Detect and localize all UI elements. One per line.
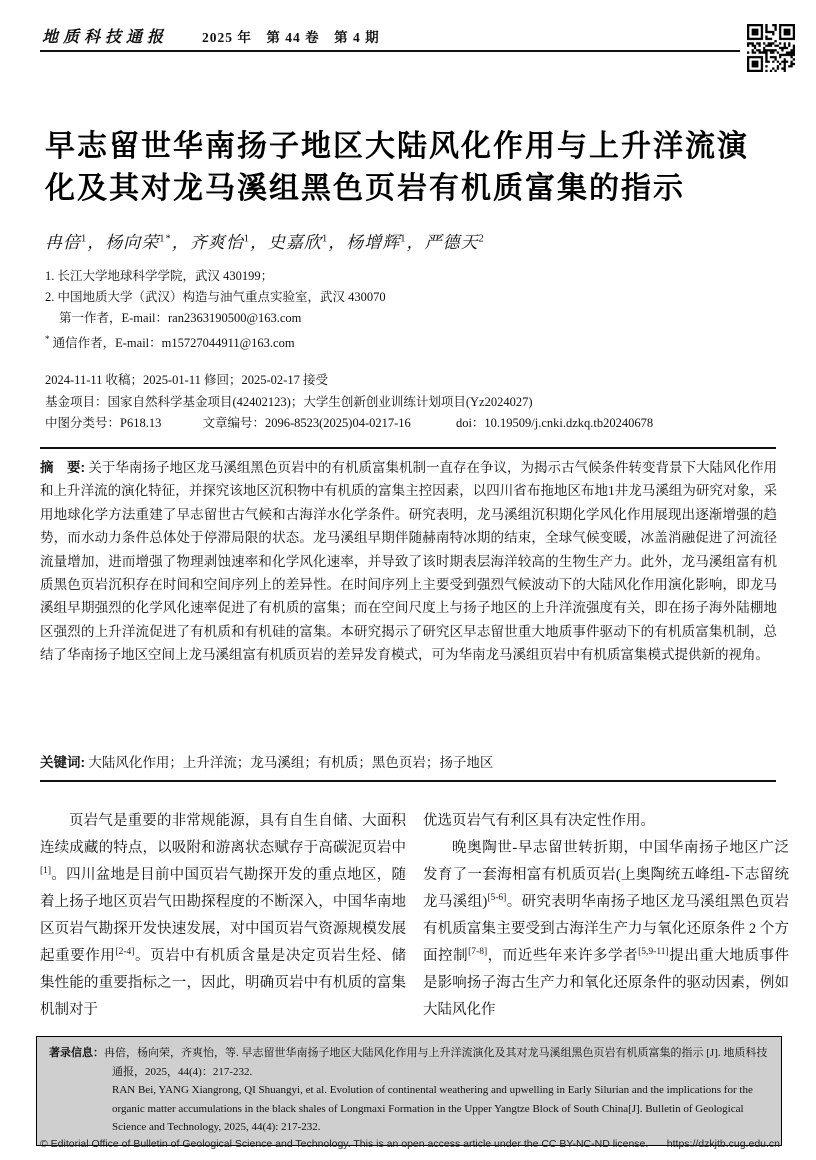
clc-value: P618.13 <box>120 416 162 430</box>
author: ，严德天 <box>406 233 479 252</box>
body-text-segment: 页岩气是重要的非常规能源，具有自生自储、大面积连续成藏的特点，以吸附和游离状态赋存于高碳泥页岩中 <box>40 813 406 856</box>
citation-ref: [5-6] <box>487 893 507 904</box>
author: ，史嘉欣 <box>250 233 322 252</box>
keywords-text: 大陆风化作用；上升洋流；龙马溪组；有机质；黑色页岩；扬子地区 <box>88 755 494 770</box>
body-paragraph <box>40 808 406 1024</box>
author-affil-mark: 2 <box>478 233 485 245</box>
article-title-line2: 化及其对龙马溪组黑色页岩有机质富集的指示 <box>45 172 685 205</box>
journal-url-link[interactable]: https://dzkjtb.cug.edu.cn <box>666 1138 780 1150</box>
citation-label: 著录信息： <box>49 1047 104 1059</box>
keywords-line <box>40 751 777 771</box>
author-affil-mark: 1 <box>243 233 250 245</box>
author-affil-mark: 1 <box>81 233 88 245</box>
body-text <box>40 808 790 1024</box>
body-text-segment: 提出重大地质事件是影响扬子海古生产力和氧化还原条件的驱动因素，例如大陆风化作 <box>423 948 790 1018</box>
author: 冉倍 <box>45 233 81 252</box>
abstract-text: 关于华南扬子地区龙马溪组黑色页岩中的有机质富集机制一直存在争议，为揭示古气候条件转变背景下大陆风化作用和上升洋流的演化特征，并探究该地区沉积物中有机质的富集主控因素，以四川省布拖地区布地1井龙马溪组为研究对象，采用地球化学方法重建了早志留世古气候和古海洋水化学条件。研究表明，龙马溪组沉积期化学风化作用展现出逐渐增强的趋势，而水动力条件总体处于停滞局限的状态。龙马溪组早期伴随赫南特冰期的结束，全球气候变暖，冰盖消融促进了河流径流量增加，进而增强了物理剥蚀速率和化学风化速率，并导致了该时期表层海洋较高的生物生产力。此外，龙马溪组富有机质黑色页岩沉积存在时间和空间序列上的差异性。在时间序列上主要受到强烈气候波动下的大陆风化作用演化影响，即龙马溪组早期强烈的化学风化速率促进了有机质的富集；而在空间尺度上与扬子地区的上升洋流强度有关，即在扬子海外陆棚地区强烈的上升洋流促进了有机质和有机硅的富集。本研究揭示了研究区早志留世重大地质事件驱动下的有机质富集机制，总结了华南扬子地区空间上龙马溪组富有机质页岩的差异发育模式，可为华南龙马溪组页岩中有机质富集模式提供新的视角。 <box>40 460 778 663</box>
citation-ref: [5,9-11] <box>638 947 669 958</box>
citation-ref: [1] <box>40 866 52 877</box>
corresponding-author-email <box>45 329 386 354</box>
author-list <box>45 228 485 253</box>
copyright-notice: © Editorial Office of Bulletin of Geological Science and Technology. This is an open access article under the CC BY-NC-ND license. <box>40 1138 649 1150</box>
citation-english: RAN Bei, YANG Xiangrong, QI Shuangyi, et al. Evolution of continental weathering and upwelling in Early Silurian and the implications for the organic matter accumulations in the black shales of Longmaxi Formation in the Upper Yangtze Block of South China[J]. Bulletin of Geological Science and Technology, 2025, 44(4): 217-232. <box>112 1084 753 1133</box>
body-paragraph <box>423 835 789 1024</box>
article-number-value: 2096-8523(2025)04-0217-16 <box>264 416 411 430</box>
first-author-email: 第一作者，E-mail：ran2363190500@163.com <box>59 311 302 325</box>
affiliations <box>45 266 386 354</box>
body-text-segment: ，而近些年来许多学者 <box>487 948 639 964</box>
author: ，杨向荣 <box>87 233 160 252</box>
funding-text: 国家自然科学基金项目(42402123)；大学生创新创业训练计划项目(Yz2024027) <box>107 394 533 409</box>
citation-info-box <box>36 1036 782 1146</box>
citation-chinese-text: 冉倍，杨向荣，齐爽怡，等. 早志留世华南扬子地区大陆风化作用与上升洋流演化及其对龙马溪组黑色页岩有机质富集的指示 [J]. 地质科技通报，2025，44(4)：217-232. <box>104 1047 768 1078</box>
abstract-label: 摘 要: <box>40 460 86 475</box>
citation-ref: [7-8] <box>468 947 488 958</box>
issue-info: 2025 年 第 44 卷 第 4 期 <box>202 30 380 45</box>
page-footer <box>40 1138 780 1150</box>
corresponding-star: * <box>45 334 50 344</box>
qr-code-icon <box>747 24 795 72</box>
header-divider <box>40 50 740 52</box>
article-number-label: 文章编号： <box>202 416 265 430</box>
article-title <box>45 126 781 210</box>
body-text-segment: 。研究表明华南扬子地区龙马溪组黑色页岩有机质富集主要受到古海洋生产力与氧化还原条件 2 个方面控制 <box>423 894 789 964</box>
author-affil-mark: 1 <box>322 233 329 245</box>
author-affil-mark: 1 <box>400 233 407 245</box>
clc-label: 中图分类号： <box>45 416 121 430</box>
body-text-segment: 晚奥陶世-早志留世转折期，中国华南扬子地区广泛发育了一套海相富有机质页岩(上奥陶统五峰组-下志留统龙马溪组) <box>423 840 789 910</box>
doi: doi：10.19509/j.cnki.dzkq.tb20240678 <box>455 416 654 430</box>
affiliation-1: 1. 长江大学地球科学学院，武汉 430199； <box>45 269 274 283</box>
left-column <box>40 808 406 1024</box>
keywords-label: 关键词: <box>40 755 85 770</box>
body-text-segment: 。页岩中有机质含量是决定页岩生烃、储集性能的重要指标之一，因此，明确页岩中有机质的富集机制对于 <box>40 948 407 1018</box>
author: ，杨增辉 <box>328 233 401 252</box>
citation-ref: [2-4] <box>115 947 135 958</box>
funding-line <box>45 392 785 414</box>
journal-name: 地质科技通报 <box>42 29 169 46</box>
citation-chinese <box>49 1044 769 1081</box>
right-column <box>423 808 789 1024</box>
abstract-top-divider <box>40 447 776 449</box>
abstract-bottom-divider <box>40 780 776 782</box>
affiliation-2: 2. 中国地质大学（武汉）构造与油气重点实验室，武汉 430070 <box>45 290 386 304</box>
corresponding-author-text: 通信作者，E-mail：m15727044911@163.com <box>52 336 295 351</box>
classification-line <box>45 413 785 435</box>
article-title-line1: 早志留世华南扬子地区大陆风化作用与上升洋流演 <box>45 130 749 163</box>
abstract <box>40 456 777 667</box>
author-affil-mark: 1* <box>159 233 172 245</box>
body-text-segment: 。四川盆地是目前中国页岩气勘探开发的重点地区，随着上扬子地区页岩气田勘探程度的不断深入，中国华南地区页岩气勘探开发快速发展，对中国页岩气资源规模发展起重要作用 <box>40 867 406 964</box>
author: ，齐爽怡 <box>171 233 244 252</box>
funding-label: 基金项目： <box>45 394 108 409</box>
article-meta <box>45 370 785 435</box>
article-number <box>202 413 410 435</box>
body-paragraph: 优选页岩气有利区具有决定性作用。 <box>423 813 655 829</box>
clc-number <box>45 413 161 435</box>
journal-header <box>42 24 380 47</box>
received-dates: 2024-11-11 收稿；2025-01-11 修回；2025-02-17 接受 <box>45 373 328 387</box>
